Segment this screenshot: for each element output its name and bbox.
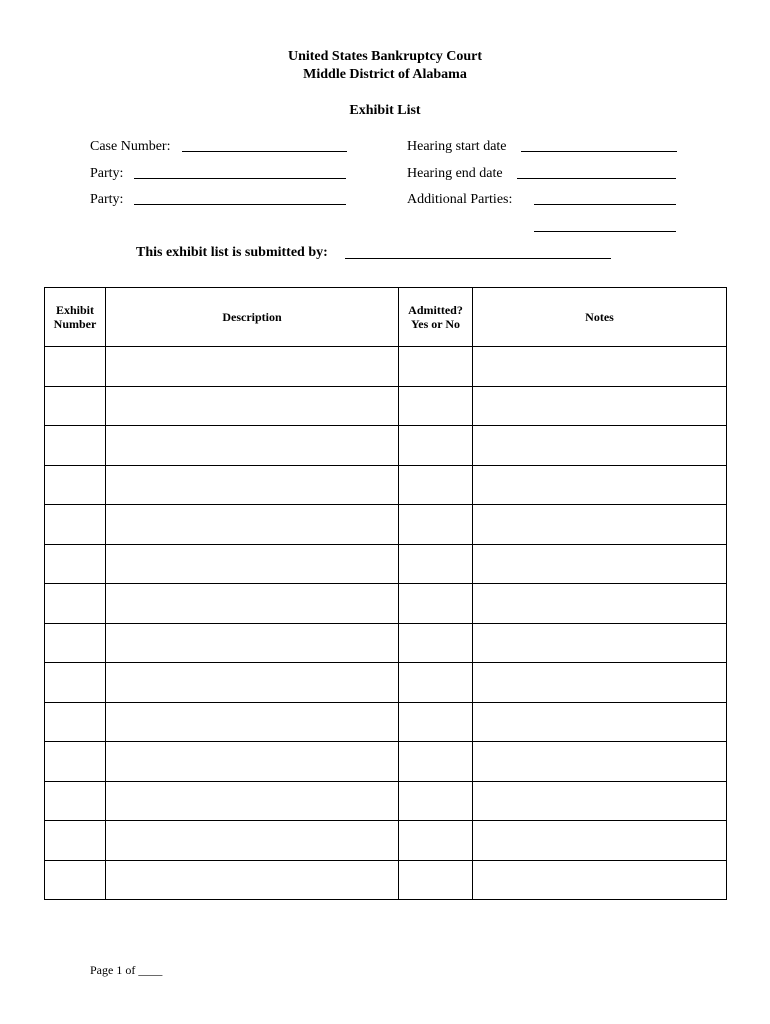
court-name: United States Bankruptcy Court: [287, 49, 483, 64]
exhibit-header-line1: Exhibit: [55, 303, 94, 317]
exhibit-cell[interactable]: [45, 426, 106, 466]
page-number: Page 1 of ____: [90, 963, 163, 977]
table-row: [45, 860, 727, 900]
exhibit-cell[interactable]: [45, 663, 106, 703]
admitted-header: [399, 288, 473, 347]
table-row: [45, 347, 727, 387]
description-cell[interactable]: [106, 386, 399, 426]
exhibit-table: [44, 287, 727, 900]
admitted-header-line1: Admitted?: [408, 303, 463, 317]
exhibit-cell[interactable]: [45, 544, 106, 584]
notes-cell[interactable]: [473, 347, 727, 387]
table-header-row: [45, 288, 727, 347]
submitted-by-label: This exhibit list is submitted by:: [136, 245, 328, 260]
table-row: [45, 505, 727, 545]
admitted-cell[interactable]: [399, 742, 473, 782]
admitted-cell[interactable]: [399, 623, 473, 663]
exhibit-cell[interactable]: [45, 702, 106, 742]
table-row: [45, 821, 727, 861]
case-number-label: Case Number:: [90, 139, 171, 154]
admitted-cell[interactable]: [399, 584, 473, 624]
notes-cell[interactable]: [473, 702, 727, 742]
notes-cell[interactable]: [473, 426, 727, 466]
notes-cell[interactable]: [473, 742, 727, 782]
admitted-cell[interactable]: [399, 347, 473, 387]
description-cell[interactable]: [106, 347, 399, 387]
notes-cell[interactable]: [473, 663, 727, 703]
additional-parties-field-1[interactable]: [534, 204, 676, 205]
description-cell[interactable]: [106, 702, 399, 742]
admitted-cell[interactable]: [399, 663, 473, 703]
admitted-cell[interactable]: [399, 465, 473, 505]
exhibit-cell[interactable]: [45, 386, 106, 426]
exhibit-cell[interactable]: [45, 821, 106, 861]
admitted-cell[interactable]: [399, 544, 473, 584]
exhibit-cell[interactable]: [45, 347, 106, 387]
district-name: Middle District of Alabama: [303, 67, 467, 82]
party-field-2[interactable]: [134, 204, 346, 205]
table-row: [45, 623, 727, 663]
admitted-cell[interactable]: [399, 505, 473, 545]
admitted-cell[interactable]: [399, 860, 473, 900]
page-title: Exhibit List: [349, 103, 421, 118]
table-row: [45, 584, 727, 624]
hearing-start-field[interactable]: [521, 151, 677, 152]
notes-cell[interactable]: [473, 584, 727, 624]
admitted-cell[interactable]: [399, 386, 473, 426]
description-cell[interactable]: [106, 544, 399, 584]
table-row: [45, 702, 727, 742]
admitted-cell[interactable]: [399, 702, 473, 742]
notes-cell[interactable]: [473, 386, 727, 426]
notes-cell[interactable]: [473, 860, 727, 900]
exhibit-cell[interactable]: [45, 623, 106, 663]
party-label-1: Party:: [90, 166, 124, 181]
description-cell[interactable]: [106, 781, 399, 821]
exhibit-cell[interactable]: [45, 465, 106, 505]
description-cell[interactable]: [106, 465, 399, 505]
admitted-cell[interactable]: [399, 821, 473, 861]
description-cell[interactable]: [106, 821, 399, 861]
notes-cell[interactable]: [473, 623, 727, 663]
notes-cell[interactable]: [473, 505, 727, 545]
notes-header: Notes: [473, 288, 727, 347]
party-label-2: Party:: [90, 192, 124, 207]
table-row: [45, 742, 727, 782]
exhibit-number-header: [45, 288, 106, 347]
table-row: [45, 544, 727, 584]
description-cell[interactable]: [106, 505, 399, 545]
table-row: [45, 426, 727, 466]
additional-parties-label: Additional Parties:: [407, 192, 513, 207]
notes-cell[interactable]: [473, 465, 727, 505]
exhibit-cell[interactable]: [45, 742, 106, 782]
description-cell[interactable]: [106, 663, 399, 703]
table-row: [45, 386, 727, 426]
description-cell[interactable]: [106, 584, 399, 624]
exhibit-rows: [45, 347, 727, 900]
exhibit-cell[interactable]: [45, 860, 106, 900]
exhibit-cell[interactable]: [45, 584, 106, 624]
case-number-field[interactable]: [182, 151, 347, 152]
exhibit-cell[interactable]: [45, 781, 106, 821]
party-field-1[interactable]: [134, 178, 346, 179]
description-cell[interactable]: [106, 742, 399, 782]
description-cell[interactable]: [106, 426, 399, 466]
admitted-cell[interactable]: [399, 426, 473, 466]
exhibit-cell[interactable]: [45, 505, 106, 545]
description-cell[interactable]: [106, 623, 399, 663]
hearing-start-label: Hearing start date: [407, 139, 507, 154]
exhibit-header-line2: Number: [53, 317, 97, 331]
admitted-header-line2: Yes or No: [410, 317, 461, 331]
admitted-cell[interactable]: [399, 781, 473, 821]
description-header: Description: [106, 288, 399, 347]
submitted-by-field[interactable]: [345, 258, 611, 259]
hearing-end-field[interactable]: [517, 178, 676, 179]
notes-cell[interactable]: [473, 544, 727, 584]
hearing-end-label: Hearing end date: [407, 166, 503, 181]
table-row: [45, 465, 727, 505]
notes-cell[interactable]: [473, 821, 727, 861]
notes-cell[interactable]: [473, 781, 727, 821]
table-row: [45, 781, 727, 821]
additional-parties-field-2[interactable]: [534, 231, 676, 232]
description-cell[interactable]: [106, 860, 399, 900]
table-row: [45, 663, 727, 703]
